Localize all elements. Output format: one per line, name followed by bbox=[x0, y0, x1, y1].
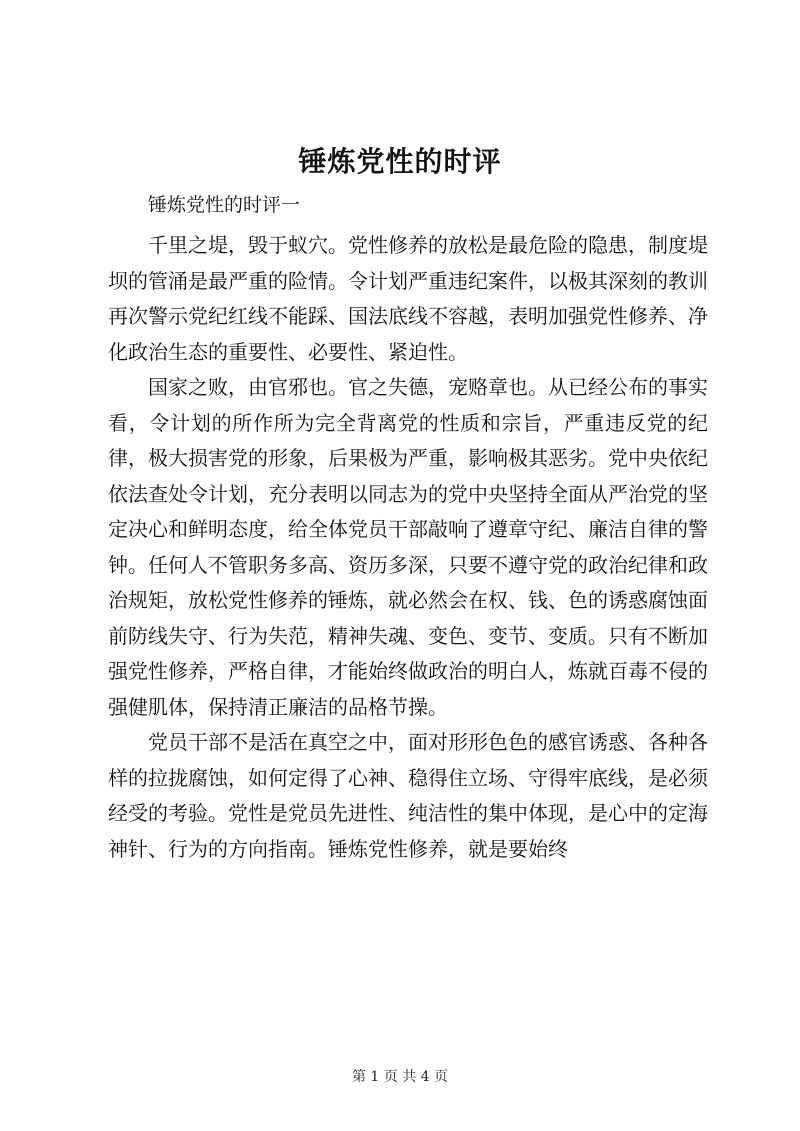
paragraph-1: 千里之堤，毁于蚁穴。党性修养的放松是最危险的隐患，制度堤坝的管涌是最严重的险情。令计划严重违纪案件，以极其深刻的教训再次警示党纪红线不能踩、国法底线不容越，表明加强党性修养、净化政治生态的重要性、必要性、紧迫性。 bbox=[108, 233, 708, 364]
page-footer: 第 1 页 共 4 页 bbox=[351, 1069, 449, 1085]
document-subtitle: 锤炼党性的时评一 bbox=[148, 194, 301, 216]
document-body bbox=[108, 228, 708, 867]
document-title: 锤炼党性的时评 bbox=[298, 145, 502, 178]
paragraph-3: 党员干部不是活在真空之中，面对形形色色的感官诱惑、各种各样的拉拢腐蚀，如何定得了心神、稳得住立场、守得牢底线，是必须经受的考验。党性是党员先进性、纯洁性的集中体现，是心中的定海神针、行为的方向指南。锤炼党性修养，就是要始终 bbox=[108, 730, 708, 861]
paragraph-2: 国家之败，由官邪也。官之失德，宠赂章也。从已经公布的事实看，令计划的所作所为完全背离党的性质和宗旨，严重违反党的纪律，极大损害党的形象，后果极为严重，影响极其恶劣。党中央依纪依法查处令计划，充分表明以同志为的党中央坚持全面从严治党的坚定决心和鲜明态度，给全体党员干部敲响了遵章守纪、廉洁自律的警钟。任何人不管职务多高、资历多深，只要不遵守党的政治纪律和政治规矩，放松党性修养的锤炼，就必然会在权、钱、色的诱惑腐蚀面前防线失守、行为失范，精神失魂、变色、变节、变质。只有不断加强党性修养，严格自律，才能始终做政治的明白人，炼就百毒不侵的强健肌体，保持清正廉洁的品格节操。 bbox=[108, 375, 708, 719]
